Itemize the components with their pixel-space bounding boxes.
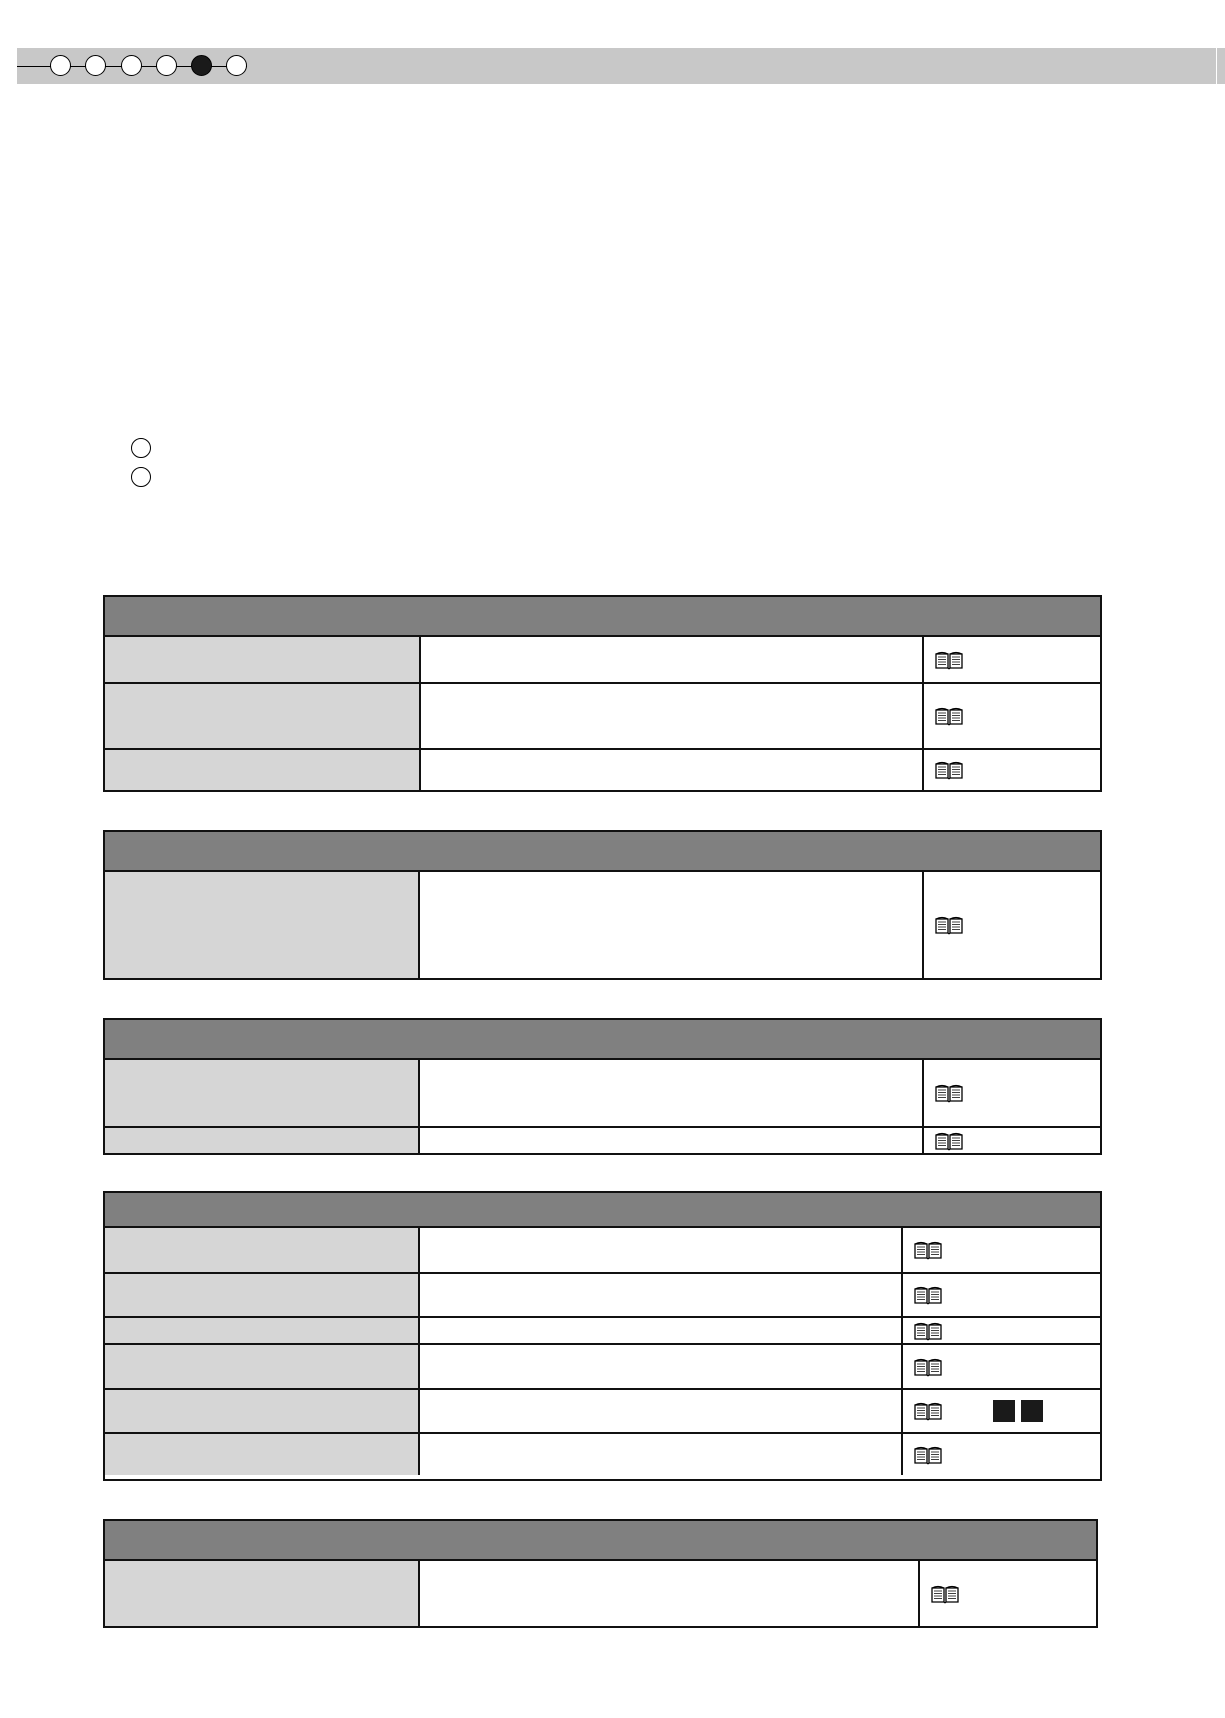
table-5-header <box>105 1521 1096 1561</box>
reference-cell <box>924 684 1100 748</box>
black-square-badge <box>993 1400 1015 1422</box>
label-cell <box>105 1128 420 1153</box>
label-cell <box>105 1318 420 1343</box>
description-cell <box>421 637 924 682</box>
badge-group <box>987 1400 1043 1422</box>
reference-cell <box>924 637 1100 682</box>
table-row <box>105 637 1100 682</box>
open-book-icon <box>913 1357 943 1377</box>
table-1 <box>103 595 1102 792</box>
open-book-icon <box>934 1083 964 1103</box>
reference-cell <box>924 1128 1100 1153</box>
step-dot-1 <box>50 55 71 76</box>
open-book-icon <box>913 1240 943 1260</box>
label-cell <box>105 637 421 682</box>
table-row <box>105 748 1100 790</box>
description-cell <box>420 1434 903 1475</box>
description-cell <box>420 1345 903 1388</box>
reference-cell <box>903 1274 1100 1316</box>
description-cell <box>420 1390 903 1432</box>
label-cell <box>105 1390 420 1432</box>
open-book-icon <box>934 915 964 935</box>
table-3-header <box>105 1020 1100 1060</box>
table-4-header <box>105 1193 1100 1228</box>
description-cell <box>420 1228 903 1272</box>
bullet-circle-2 <box>131 467 151 487</box>
table-row <box>105 1228 1100 1272</box>
label-cell <box>105 1228 420 1272</box>
label-cell <box>105 1561 420 1626</box>
step-dot-5-active <box>191 55 212 76</box>
open-book-icon <box>913 1321 943 1341</box>
step-dot-3 <box>121 55 142 76</box>
step-dot-6 <box>226 55 247 76</box>
description-cell <box>420 1561 920 1626</box>
open-book-icon <box>934 760 964 780</box>
label-cell <box>105 872 420 978</box>
table-row <box>105 1316 1100 1343</box>
reference-cell <box>924 872 1100 978</box>
table-3 <box>103 1018 1102 1155</box>
table-row <box>105 1561 1096 1626</box>
label-cell <box>105 684 421 748</box>
reference-cell <box>924 750 1100 790</box>
label-cell <box>105 1345 420 1388</box>
label-cell <box>105 750 421 790</box>
step-dot-2 <box>85 55 106 76</box>
reference-cell <box>903 1345 1100 1388</box>
table-row <box>105 1432 1100 1475</box>
table-4 <box>103 1191 1102 1481</box>
table-row <box>105 1060 1100 1126</box>
reference-cell <box>903 1434 1100 1475</box>
open-book-icon <box>934 706 964 726</box>
description-cell <box>420 1318 903 1343</box>
description-cell <box>421 684 924 748</box>
bullet-circle-1 <box>131 438 151 458</box>
table-row <box>105 872 1100 978</box>
table-row <box>105 1272 1100 1316</box>
table-2-header <box>105 832 1100 872</box>
table-2 <box>103 830 1102 980</box>
label-cell <box>105 1060 420 1126</box>
table-1-header <box>105 597 1100 637</box>
description-cell <box>420 1274 903 1316</box>
step-dot-4 <box>156 55 177 76</box>
description-cell <box>420 1060 924 1126</box>
reference-cell <box>903 1390 1100 1432</box>
table-row <box>105 1343 1100 1388</box>
black-square-badge <box>1021 1400 1043 1422</box>
reference-cell <box>924 1060 1100 1126</box>
open-book-icon <box>934 650 964 670</box>
open-book-icon <box>913 1445 943 1465</box>
open-book-icon <box>913 1285 943 1305</box>
description-cell <box>420 1128 924 1153</box>
description-cell <box>420 872 924 978</box>
description-cell <box>421 750 924 790</box>
reference-cell <box>903 1318 1100 1343</box>
label-cell <box>105 1434 420 1475</box>
header-edge-line <box>1216 48 1217 84</box>
table-5 <box>103 1519 1098 1628</box>
table-row <box>105 682 1100 748</box>
reference-cell <box>903 1228 1100 1272</box>
reference-cell <box>920 1561 1096 1626</box>
table-row <box>105 1126 1100 1153</box>
open-book-icon <box>930 1584 960 1604</box>
open-book-icon <box>934 1131 964 1151</box>
table-row <box>105 1388 1100 1432</box>
label-cell <box>105 1274 420 1316</box>
open-book-icon <box>913 1401 943 1421</box>
